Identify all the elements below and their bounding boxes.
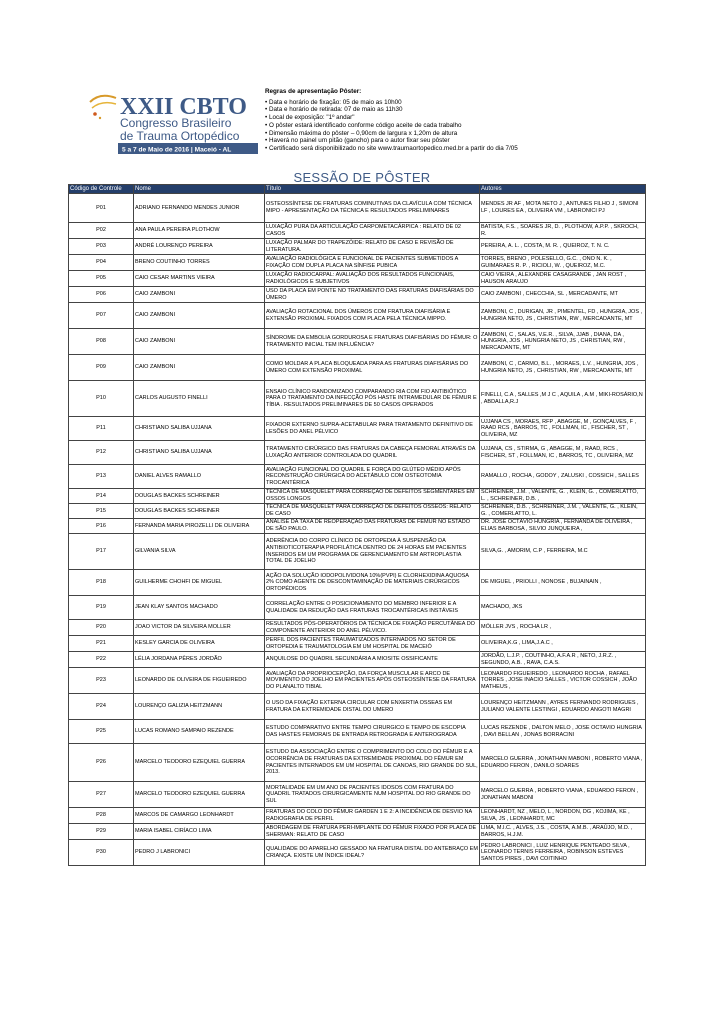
header-name: Nome [134, 185, 265, 194]
poster-table [68, 184, 646, 866]
cell-authors: DR. JOSÉ OCTÁVIO HUNGRIA , FERNANDA DE OLIVEIRA , ELIAS BARBOSA , SILVIO JUNQUEIRA , [480, 519, 646, 534]
table-row [69, 782, 646, 808]
cell-name: FERNANDA MARIA PIROZELLI DE OLIVEIRA [134, 519, 265, 534]
table-row [69, 441, 646, 465]
table-row [69, 570, 646, 596]
cell-title: ANÁLISE DA TAXA DE REOPERAÇÃO DAS FRATURAS DE FÊMUR NO ESTADO DE SÃO PAULO. [265, 519, 480, 534]
cell-authors: CAIO ZAMBONI , CHECCHIA, SL , MERCADANTE, MT [480, 287, 646, 303]
cell-name: JOAO VICTOR DA SILVEIRA MOLLER [134, 620, 265, 636]
cell-title: MORTALIDADE EM UM ANO DE PACIENTES IDOSOS COM FRATURA DO QUADRIL TRATADOS CIRURGICAMENTE NUM HOSPITAL DO RIO GRANDE DO SUL [265, 782, 480, 808]
cell-name: LUCAS ROMANO SAMPAIO REZENDE [134, 720, 265, 744]
cell-name: LOURENÇO GALIZIA HEITZMANN [134, 694, 265, 720]
cell-authors: RAMALLO , ROCHA , GODOY , ZALUSKI , COSSICH , SALLES [480, 465, 646, 489]
cell-name: LEONARDO DE OLIVEIRA DE FIGUEIREDO [134, 668, 265, 694]
cell-title: ADERÊNCIA DO CORPO CLÍNICO DE ORTOPEDIA À SUSPENSÃO DA ANTIBIOTICOTERAPIA PROFILÁTICA DENTRO DE 24 HORAS EM PACIENTES INSERIDOS EM UM PROGRAMA DE GERENCIAMENTO EM ARTROPLASTIA TOTAL DE JOELHO [265, 534, 480, 570]
header-title: Título [265, 185, 480, 194]
cell-name: DANIEL ALVES RAMALLO [134, 465, 265, 489]
cell-title: PERFIL DOS PACIENTES TRAUMATIZADOS INTERNADOS NO SETOR DE ORTOPEDIA E TRAUMATOLOGIA EM UM HOSPITAL DE MACEIÓ [265, 636, 480, 652]
table-row [69, 489, 646, 504]
table-row [69, 824, 646, 840]
table-row [69, 519, 646, 534]
cell-code: P20 [69, 620, 134, 636]
cell-code: P24 [69, 694, 134, 720]
cell-authors: CAIO VIEIRA , ALEXANDRE CASAGRANDE , JAN ROST , HAUSON ARAUJO [480, 271, 646, 287]
cell-title: O USO DA FIXAÇÃO EXTERNA CIRCULAR COM ENXERTIA OSSEAS EM FRATURA DA EXTREMIDADE DISTAL DO UMERO [265, 694, 480, 720]
table-row [69, 465, 646, 489]
cell-code: P15 [69, 504, 134, 519]
table-row [69, 223, 646, 239]
cell-code: P26 [69, 744, 134, 782]
cell-code: P03 [69, 239, 134, 255]
table-row [69, 381, 646, 417]
logo-main-text: XXII CBTO [120, 94, 247, 120]
cell-code: P06 [69, 287, 134, 303]
decorative-swirl-icon [90, 96, 116, 119]
cell-name: JEAN KLAY SANTOS MACHADO [134, 596, 265, 620]
table-row [69, 694, 646, 720]
table-row [69, 329, 646, 355]
cell-title: ABORDAGEM DE FRATURA PERI-IMPLANTE DO FÊMUR FIXADO POR PLACA DE SHERMAN: RELATO DE CASO [265, 824, 480, 840]
cell-name: ADRIANO FERNANDO MENDES JUNIOR [134, 194, 265, 223]
cell-title: LUXAÇÃO PALMAR DO TRAPEZÓIDE: RELATO DE CASO E REVISÃO DE LITERATURA. [265, 239, 480, 255]
poster-rules [265, 88, 518, 153]
cell-authors: LUCAS REZENDE , DALTON MELO , JOSE OCTAVIO HUNGRIA , DAVI BELLAN , JONAS BORRACINI [480, 720, 646, 744]
rule-item: • Data e horário de fixação: 05 de maio as 10h00 [265, 98, 402, 106]
cell-title: TÉCNICA DE MASQUELET PARA CORREÇÃO DE DEFEITOS ÓSSEOS: RELATO DE CASO [265, 504, 480, 519]
cell-title: LUXAÇÃO RADIOCARPAL: AVALIAÇÃO DOS RESULTADOS FUNCIONAIS, RADIOLÓGICOS E SUBJETIVOS [265, 271, 480, 287]
cell-name: CHRISTIANO SALIBA UJJANA [134, 417, 265, 441]
cell-title: ENSAIO CLÍNICO RANDOMIZADO COMPARANDO RIA COM FIO ANTIBIÓTICO PARA O TRATAMENTO DA INFECÇÃO PÓS HASTE INTRAMEDULAR DE FÊMUR E TÍBIA . RESULTADOS PRELIMINARES DE 50 CASOS OPERADOS [265, 381, 480, 417]
header-code: Código de Controle [69, 185, 134, 194]
cell-title: AVALIAÇÃO FUNCIONAL DO QUADRIL E FORÇA DO GLÚTEO MÉDIO APÓS RECONSTRUÇÃO CIRÚRGICA DO ACETÁBULO COM OSTEOTOMIA TROCANTÉRICA [265, 465, 480, 489]
rule-item: • O pôster estará identificado conforme código aceite de cada trabalho [265, 121, 462, 129]
cell-authors: LIMA, M.I.C. , ALVES, J.S. , COSTA, A.M.B. , ARAÚJO, M.D. , BARROS, H.J.M. [480, 824, 646, 840]
cell-code: P30 [69, 840, 134, 866]
cell-title: TÉCNICA DE MASQUELET PARA CORREÇÃO DE DEFEITOS SEGMENTARES EM OSSOS LONGOS [265, 489, 480, 504]
table-header-row [69, 185, 646, 194]
table-row [69, 668, 646, 694]
cell-code: P13 [69, 465, 134, 489]
cell-code: P05 [69, 271, 134, 287]
table-row [69, 534, 646, 570]
cell-code: P29 [69, 824, 134, 840]
table-row [69, 620, 646, 636]
header-authors: Autores [480, 185, 646, 194]
cell-title: SÍNDROME DA EMBOLIA GORDUROSA E FRATURAS DIAFISÁRIAS DO FÊMUR: O TRATAMENTO INICIAL TEM INFLUÊNCIA? [265, 329, 480, 355]
cell-code: P22 [69, 652, 134, 668]
cell-authors: LOURENÇO HEITZMANN , AYRES FERNANDO RODRIGUES , JULIANO VALENTE LESTINGI , EDUARDO ANGOTI MAGRI [480, 694, 646, 720]
cell-authors: LEONHARDT, NZ , MELO, L , NORDON, DG , KOJIMA, KE , SILVA, JS , LEONHARDT, MC [480, 808, 646, 824]
cell-code: P08 [69, 329, 134, 355]
cell-title: AÇÃO DA SOLUÇÃO IODOPOLIVIDONA 10%(PVPI) E CLORHEXIDINA AQUOSA 2% COMO AGENTE DE DESCONTAMINAÇÃO DE MATERIAIS CIRÚRGICOS ORTOPÉDICOS [265, 570, 480, 596]
cell-title: ESTUDO COMPARATIVO ENTRE TEMPO CIRURGICO E TEMPO DE ESCOPIA DAS HASTES FEMORAIS DE ENTRADA RETROGRADA E ANTEROGRADA [265, 720, 480, 744]
cell-name: CHRISTIANO SALIBA UJJANA [134, 441, 265, 465]
cell-authors: SILVA,G. , AMORIM, C.P , FERREIRA, M.C [480, 534, 646, 570]
cell-authors: DE MIGUEL , PRIOLLI , NONOSE , BUJAINAIN , [480, 570, 646, 596]
cell-authors: PEDRO LABRONICI , LUIZ HENRIQUE PENTEADO SILVA , LEONARDO TERNIS FERREIRA , ROBINSON ESTEVES SANTOS PIRES , DAVI COITINHO [480, 840, 646, 866]
cell-name: MARIA ISABEL CIRÍACO LIMA [134, 824, 265, 840]
cell-name: KESLEY GARCIA DE OLIVEIRA [134, 636, 265, 652]
table-body [69, 194, 646, 866]
table-row [69, 239, 646, 255]
cell-title: COMO MOLDAR A PLACA BLOQUEADA PARA AS FRATURAS DIAFISÁRIAS DO ÚMERO COM EXTENSÃO PROXIMAL [265, 355, 480, 381]
table-row [69, 720, 646, 744]
rules-title: Regras de apresentação Pôster: [265, 88, 362, 95]
cell-name: LÉLIA JORDANA PÊRES JORDÃO [134, 652, 265, 668]
cell-code: P14 [69, 489, 134, 504]
cell-title: ANQUILOSE DO QUADRIL SECUNDÁRIA A MIOSITE OSSIFICANTE [265, 652, 480, 668]
table-row [69, 355, 646, 381]
cell-name: CAIO CESAR MARTINS VIEIRA [134, 271, 265, 287]
table-row [69, 417, 646, 441]
rule-item: • Local de exposição: "1º andar" [265, 114, 355, 122]
table-row [69, 744, 646, 782]
cell-title: LUXAÇÃO PURA DA ARTICULAÇÃO CARPOMETACÁRPICA : RELATO DE 02 CASOS [265, 223, 480, 239]
cell-code: P16 [69, 519, 134, 534]
cell-code: P23 [69, 668, 134, 694]
cell-authors: FINELLI, C.A , SALLES ,M J C , AQUILA , A.M , MIKI-ROSÁRIO,N , ABDALLA,R.J [480, 381, 646, 417]
cell-code: P17 [69, 534, 134, 570]
cell-authors: MENDES JR AF , MOTA NETO J , ANTUNES FILHO J , SIMONI LF , LOURES EA , OLIVEIRA VM , LABRONICI PJ [480, 194, 646, 223]
cell-title: AVALIAÇÃO DA PROPRIOCEPÇÃO, DA FORÇA MUSCULAR E ARCO DE MOVIMENTO DO JOELHO EM PACIENTES APÓS OSTEOSSÍNTESE DA FRATURA DO PLANALTO TIBIAL [265, 668, 480, 694]
rule-item: • Dimensão máxima do pôster – 0,90cm de largura x 1,20m de altura [265, 129, 458, 137]
cell-name: CAIO ZAMBONI [134, 287, 265, 303]
cell-name: CARLOS AUGUSTO FINELLI [134, 381, 265, 417]
cell-code: P21 [69, 636, 134, 652]
cell-authors: ZAMBONI, C , DURIGAN, JR , PIMENTEL, FD , HUNGRIA, JOS , HUNGRIA NETO, JS , CHRISTIAN, RW , MERCADANTE, MT [480, 303, 646, 329]
logo-line2: Congresso Brasileiro [120, 116, 232, 130]
cell-authors: MARCELO GUERRA , ROBERTO VIANA , EDUARDO FERON , JONATHAN MABONI [480, 782, 646, 808]
cell-title: FRATURAS DO COLO DO FÊMUR GARDEN 1 E 2: A INCIDÊNCIA DE DESVIO NA RADIOGRAFIA DE PERFIL [265, 808, 480, 824]
cell-title: RESULTADOS PÓS-OPERATÓRIOS DA TÉCNICA DE FIXAÇÃO PERCUTÂNEA DO COMPONENTE ANTERIOR DO ANEL PÉLVICO. [265, 620, 480, 636]
cell-code: P18 [69, 570, 134, 596]
table-row [69, 194, 646, 223]
cell-authors: MÖLLER JVS , ROCHA LR , [480, 620, 646, 636]
table-row [69, 840, 646, 866]
cell-name: MARCOS DE CAMARGO LEONHARDT [134, 808, 265, 824]
rule-item: • Data e horário de retirada: 07 de maio as 11h30 [265, 106, 403, 114]
cell-title: ESTUDO DA ASSOCIAÇÃO ENTRE O COMPRIMENTO DO COLO DO FÊMUR E A OCORRÊNCIA DE FRATURAS DA EXTREMIDADE PROXIMAL DO FÊMUR EM PACIENTES INTERNADOS EM UM HOSPITAL DE CANOAS, RIO GRANDE DO SUL, 2013. [265, 744, 480, 782]
cell-title: FIXADOR EXTERNO SUPRA-ACETABULAR PARA TRATAMENTO DEFINITIVO DE LESÕES DO ANEL PÉLVICO [265, 417, 480, 441]
cell-code: P02 [69, 223, 134, 239]
cbto-logo [86, 90, 262, 162]
cell-authors: ZAMBONI, C , CARMO, B.L. , MORAES, L.V. , HUNGRIA, JOS , HUNGRIA NETO, JS , CHRISTIAN, RW , MERCADANTE, MT [480, 355, 646, 381]
cell-title: TRATAMENTO CIRÚRGICO DAS FRATURAS DA CABEÇA FEMORAL ATRAVÉS DA LUXAÇÃO ANTERIOR CONTROLADA DO QUADRIL [265, 441, 480, 465]
table-row [69, 652, 646, 668]
cell-name: MARCELO TEODORO EZEQUIEL GUERRA [134, 744, 265, 782]
rules-list [265, 99, 518, 153]
table-row [69, 303, 646, 329]
cell-code: P12 [69, 441, 134, 465]
cell-authors: LEONARDO FIGUEIREDO , LEONARDO ROCHA , RAFAEL TORRES , JOSE INACIO SALLES , VICTOR COSSICH , JOÃO MATHEUS , [480, 668, 646, 694]
cell-authors: MARCELO GUERRA , JONATHAN MABONI , ROBERTO VIANA , EDUARDO FERON , DANILO SOARES [480, 744, 646, 782]
cell-name: DOUGLAS BACKES SCHREINER [134, 489, 265, 504]
rule-item: • Certificado será disponibilizado no site www.traumaortopedico.med.br a partir do dia 7/05 [265, 144, 518, 152]
cell-name: PEDRO J LABRONICI [134, 840, 265, 866]
cell-authors: JORDÃO, L.J.P. , COUTINHO, A.F.A.R , NETO, J.R.Z. , SEGUNDO, A.B. , RAVA, C.A.S. [480, 652, 646, 668]
cell-authors: TORRES, BRENO , POLESELLO, G.C. , ONO N. K. , GUIMARAES R. P. , RICIOLI, W. , QUEIROZ, M.C. [480, 255, 646, 271]
cell-name: GILVANIA SILVA [134, 534, 265, 570]
cell-code: P01 [69, 194, 134, 223]
cell-name: ANA PAULA PEREIRA PLOTHOW [134, 223, 265, 239]
cell-authors: SCHREINER, D.B. , SCHREINER, J.M. , VALENTE, G. , KLEIN, G. , COMERLATTO, L. [480, 504, 646, 519]
table-row [69, 808, 646, 824]
logo-line3: de Trauma Ortopédico [120, 129, 240, 143]
logo-banner-text: 5 a 7 de Maio de 2016 | Maceió - AL [122, 146, 232, 154]
cell-authors: MACHADO, JKS [480, 596, 646, 620]
cell-authors: OLIVEIRA,K.G , LIMA,J.A.C , [480, 636, 646, 652]
rule-item: • Haverá no painel um pitão (gancho) para o autor fixar seu pôster [265, 137, 450, 145]
table-row [69, 271, 646, 287]
cell-code: P10 [69, 381, 134, 417]
cell-code: P28 [69, 808, 134, 824]
cell-name: CAIO ZAMBONI [134, 329, 265, 355]
cell-code: P09 [69, 355, 134, 381]
cell-authors: PEREIRA, A. L. , COSTA, M. R. , QUEIROZ, T. N. C. [480, 239, 646, 255]
table-row [69, 287, 646, 303]
cell-code: P07 [69, 303, 134, 329]
cell-code: P25 [69, 720, 134, 744]
cell-name: GUILHERME CHOHFI DE MIGUEL [134, 570, 265, 596]
table-row [69, 636, 646, 652]
cell-title: CORRELAÇÃO ENTRE O POSICIONAMENTO DO MEMBRO INFERIOR E A QUALIDADE DA REDUÇÃO DAS FRATURAS TROCANTÉRICAS INSTÁVEIS [265, 596, 480, 620]
cell-title: QUALIDADE DO APARELHO GESSADO NA FRATURA DISTAL DO ANTEBRAÇO EM CRIANÇA. EXISTE UM ÍNDICE IDEAL? [265, 840, 480, 866]
cell-title: AVALIAÇÃO RADIOLÓGICA E FUNCIONAL DE PACIENTES SUBMETIDOS A FIXAÇÃO COM DUPLA PLACA NA SÍNFISE PUBICA [265, 255, 480, 271]
cell-code: P27 [69, 782, 134, 808]
cell-authors: UJJANA, CS , STIRMA, G , ABAGGE, M , RAAD, RCS , FISCHER, ST , FOLLMAN, IC , BARROS, TC , OLIVEIRA, MZ [480, 441, 646, 465]
cell-title: OSTEOSSÍNTESE DE FRATURAS COMINUTIVAS DA CLAVÍCULA COM TÉCNICA MIPO - APRESENTAÇÃO DA TÉCNICA E RESULTADOS PRELIMINARES [265, 194, 480, 223]
cell-authors: BATISTA, F.S. , SOARES JR, D. , PLOTHOW, A.P.P. , SKROCH, R. [480, 223, 646, 239]
cell-name: ANDRÉ LOURENÇO PEREIRA [134, 239, 265, 255]
cell-title: AVALIAÇÃO ROTACIONAL DOS ÚMEROS COM FRATURA DIAFISÁRIA E EXTENSÃO PROXIMAL FIXADOS COM PLACA PELA TÉCNICA MIPPO. [265, 303, 480, 329]
table-row [69, 255, 646, 271]
cell-code: P11 [69, 417, 134, 441]
cell-code: P04 [69, 255, 134, 271]
cell-name: DOUGLAS BACKES SCHREINER [134, 504, 265, 519]
cell-authors: SCHREINER, J.M. , VALENTE, G. , KLEIN, G. , COMERLATTO, L. , SCHREINER, D.B. , [480, 489, 646, 504]
cell-authors: UJJANA CS , MORAES, RFP , ABAGGE, M , GONÇALVES, F , RAAD RCS , BARROS, TC , FOLLMAN, IC , FISCHER, ST , OLIVEIRA, MZ [480, 417, 646, 441]
cell-name: CAIO ZAMBONI [134, 303, 265, 329]
cell-code: P19 [69, 596, 134, 620]
cell-authors: ZAMBONI, C , SALAS, V.E.R. , SILVA, JJAB , DIANA, DA , HUNGRIA, JOS , HUNGRIA NETO, JS , CHRISTIAN, RW , MERCADANTE, MT [480, 329, 646, 355]
cell-title: USO DA PLACA EM PONTE NO TRATAMENTO DAS FRATURAS DIAFISÁRIAS DO ÚMERO [265, 287, 480, 303]
cell-name: BRENO COUTINHO TORRES [134, 255, 265, 271]
table-row [69, 504, 646, 519]
cell-name: MARCELO TEODORO EZEQUIEL GUERRA [134, 782, 265, 808]
cell-name: CAIO ZAMBONI [134, 355, 265, 381]
table-row [69, 596, 646, 620]
session-title: SESSÃO DE PÔSTER [293, 170, 431, 185]
